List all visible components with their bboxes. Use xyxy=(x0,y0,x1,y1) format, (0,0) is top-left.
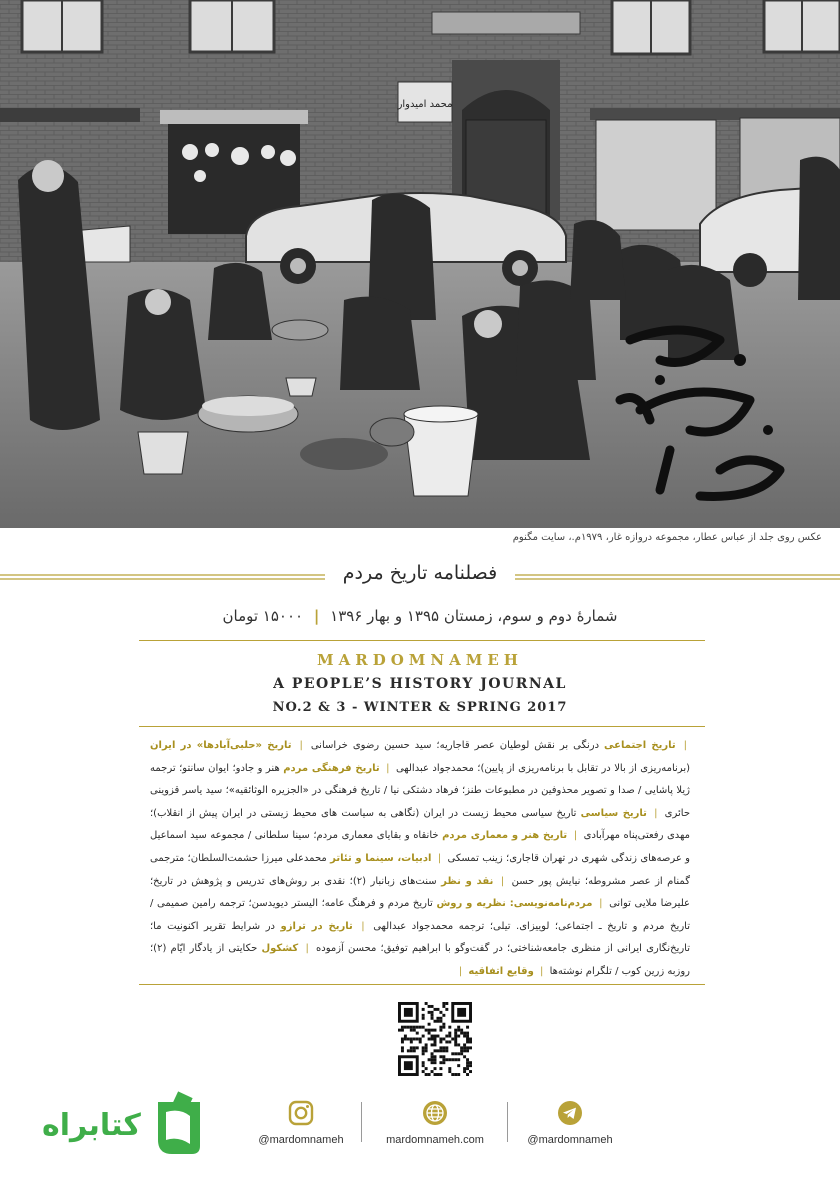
issue-line-fa xyxy=(0,607,840,625)
mardomnameh-logo xyxy=(600,300,800,510)
journal-subtitle-en: A PEOPLE’S HISTORY JOURNAL xyxy=(273,676,567,692)
toc-section-text: تاریخ مردم و فرهنگ عامه؛ الیستر دیویدسن؛ ترجمه رامین صمیمی / تاریخ مردم و تاریخ ـ اجتماعی؛ لوییزای. تیلی؛ ترجمه محمدجواد عبدالهی xyxy=(150,898,690,932)
issue-separator: | xyxy=(313,607,320,625)
toc-separator: | xyxy=(437,852,442,864)
toc-section-title: نقد و نظر xyxy=(441,875,494,887)
toc-separator: | xyxy=(599,898,603,910)
toc-section-text: در شرایط تقریر اکنونیت ما؛ تاریخ‌نگاری ایرانی از منظری جامعه‌شناختی؛ در گفت‌وگو با ابراهیم توفیق؛ محسن آزموده xyxy=(150,920,691,955)
toc-separator: | xyxy=(573,830,578,842)
toc-separator: | xyxy=(540,965,544,977)
toc-section-title: وقایع اتفاقیه xyxy=(468,965,534,977)
toc-separator: | xyxy=(299,740,303,751)
toc-separator: | xyxy=(305,943,309,955)
toc-section-text: محمدعلی میرزا حشمت‌السلطان؛ مترجمی گمنام از عصر مشروطه؛ نیایش پور حسن xyxy=(150,852,690,887)
toc-section-text: هنر و جادو؛ ایوان سانتو؛ ترجمه ژیلا پاشایی / صدا و تصویر محذوفین در مطبوعات طنز؛ فرهاد دشتکی نیا / تاریخ فرهنگی در «الجزیره الوثائقیه»؛ سید یاسر قزوینی حائری xyxy=(150,762,691,819)
toc-separator: | xyxy=(683,740,688,751)
rule-top xyxy=(139,640,705,641)
toc-section-title: تاریخ اجتماعی xyxy=(604,740,676,751)
toc-section-text: خانقاه و بقایای معماری مردم؛ سینا سلطانی / مجموعه سید اسماعیل و عرصه‌های زندگی شهری در تهران قاجاری؛ زینب تمسکی xyxy=(150,830,691,864)
photo-credit: عکس روی جلد از عباس عطار، مجموعه دروازه غار، ۱۹۷۹م.، سایت مگنوم xyxy=(512,532,822,543)
toc-separator: | xyxy=(458,965,463,977)
website-link[interactable] xyxy=(360,1100,510,1146)
toc-section-title: تاریخ در ترازو xyxy=(280,920,353,932)
cover-photo xyxy=(0,0,840,528)
toc-separator: | xyxy=(654,807,658,819)
issue-info-fa: شمارهٔ دوم و سوم، زمستان ۱۳۹۵ و بهار ۱۳۹۶ xyxy=(330,607,618,625)
journal-title-fa: فصلنامه تاریخ مردم xyxy=(325,562,516,584)
globe-icon xyxy=(422,1100,448,1126)
toc-section-text: (برنامه‌ریزی از بالا در تقابل با برنامه‌ریزی از پایین)؛ محمدجواد عبدالهی xyxy=(395,762,691,774)
toc-section-title: ادبیات، سینما و تئاتر xyxy=(330,852,432,864)
instagram-handle: @mardomnameh xyxy=(258,1134,344,1146)
toc-section-title: تاریخ هنر و معماری مردم xyxy=(442,830,568,842)
logo-text: مردم نامه xyxy=(700,506,705,507)
shop-sign-text: محمد امیدوار xyxy=(397,99,453,110)
toc-entry xyxy=(306,740,690,751)
rule-bottom xyxy=(139,984,705,985)
journal-title-fa-wrap xyxy=(0,562,840,584)
toc-section-title: تاریخ «حلبی‌آبادها» در ایران xyxy=(150,740,292,751)
telegram-handle: @mardomnameh xyxy=(527,1134,613,1146)
toc-entry xyxy=(465,966,546,977)
toc-section-title: تاریخ فرهنگی مردم xyxy=(283,762,380,774)
telegram-link[interactable] xyxy=(495,1100,645,1146)
table-of-contents xyxy=(150,735,690,984)
issue-info-en: NO.2 & 3 - WINTER & SPRING 2017 xyxy=(272,700,568,715)
toc-section-title: مردم‌نامه‌نویسی: نظریه و روش xyxy=(436,898,593,910)
price-fa: ۱۵۰۰۰ تومان xyxy=(222,607,304,625)
telegram-icon xyxy=(557,1100,583,1126)
website-url: mardomnameh.com xyxy=(386,1134,484,1146)
toc-separator: | xyxy=(386,762,390,774)
toc-section-text: حکایتی از یادگار ایّام (۲)؛ روزبه زرین کوب / تلگرام نوشته‌ها xyxy=(150,943,690,977)
instagram-link[interactable] xyxy=(226,1100,376,1146)
toc-separator: | xyxy=(500,875,505,887)
journal-name-en: MARDOMNAMEH xyxy=(317,651,523,669)
publisher-name[interactable]: کتابراه xyxy=(42,1108,141,1143)
qr-code[interactable] xyxy=(398,1002,472,1076)
toc-section-title: تاریخ سیاسی xyxy=(580,807,647,819)
toc-section-text: سنت‌های زبانبار (۲)؛ نقدی بر روش‌های تدریس و پژوهش در تاریخ؛ علیرضا ملایی توانی xyxy=(150,875,690,910)
rule-middle xyxy=(139,726,705,727)
toc-separator: | xyxy=(361,920,365,932)
toc-section-text: درنگی بر نقش لوطیان عصر قاجاریه؛ سید حسین رضوی خراسانی xyxy=(310,740,600,751)
instagram-icon xyxy=(288,1100,314,1126)
toc-section-text: تاریخ سیاسی محیط زیست در ایران (نگاهی به سیاست های محیط زیستی در ایران پیش از انقلاب)؛ مهدی رفعتی‌پناه مهرآبادی xyxy=(150,807,690,842)
toc-section-title: کشکول xyxy=(261,943,299,955)
